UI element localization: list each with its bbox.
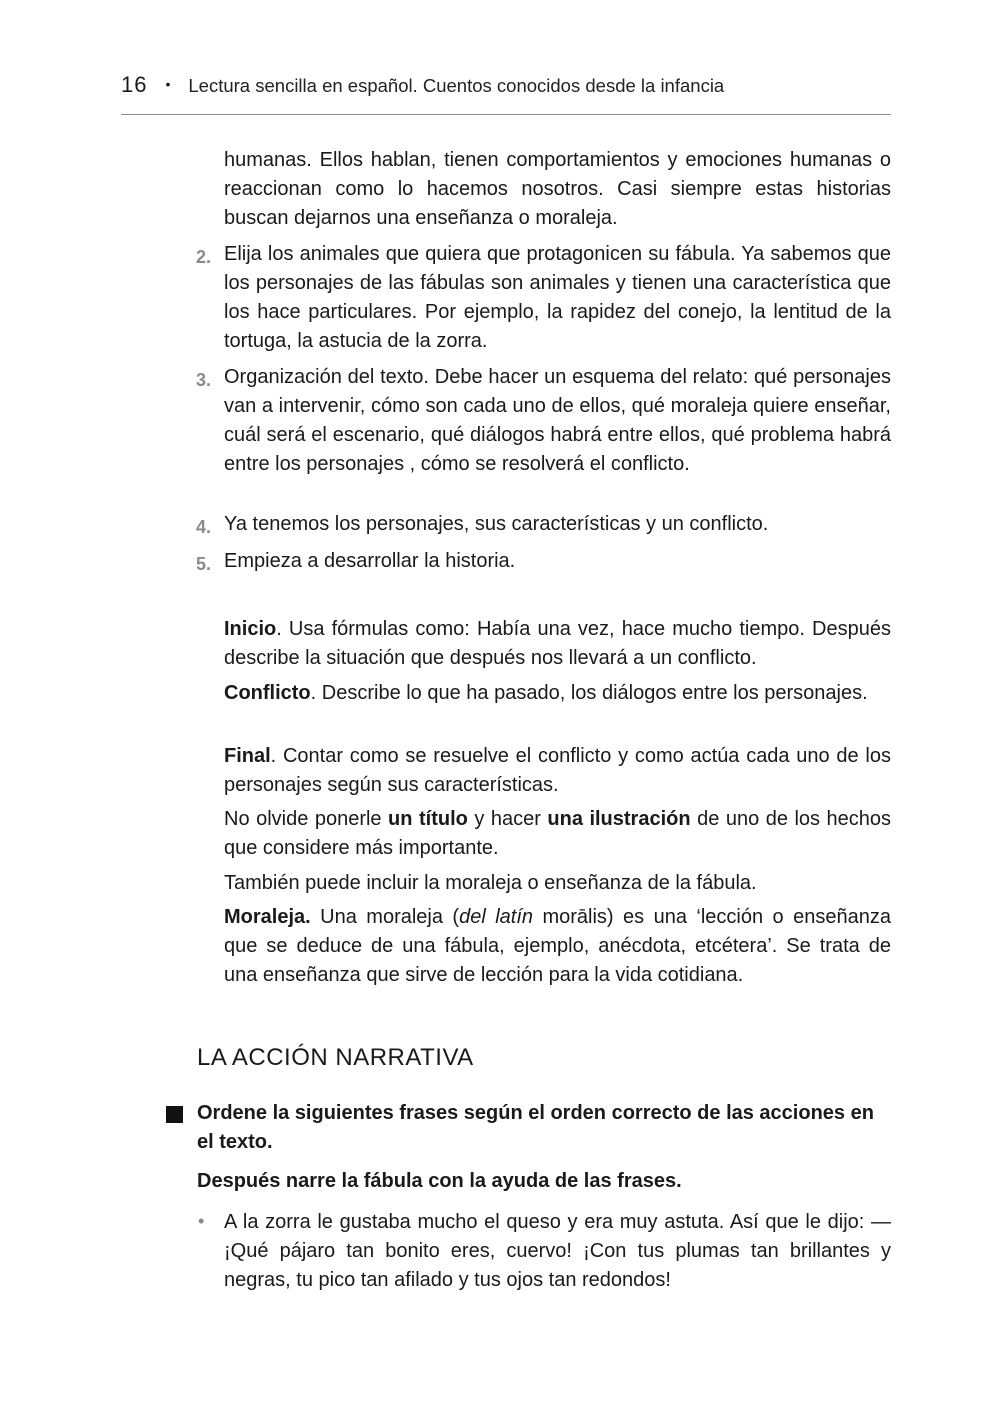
note-text: y hacer [467, 808, 548, 830]
moraleja-label: Moraleja. [224, 906, 311, 928]
note-bold-illustration: una ilustración [547, 808, 691, 830]
step-4-text: Ya tenemos los personajes, sus características y un conflicto. [224, 513, 769, 535]
intro-continuation: humanas. Ellos hablan, tienen comportamientos y emociones humanas o reaccionan como lo hacemos nosotros. Casi siempre estas historias buscan dejarnos una enseñanza o moraleja. [224, 149, 891, 229]
conflicto-label: Conflicto [224, 682, 311, 704]
inicio-text: . Usa fórmulas como: Había una vez, hace mucho tiempo. Después describe la situación que después nos llevará a un conflicto. [224, 618, 891, 669]
step-number-2: 2. [196, 247, 212, 267]
moraleja-text: morālis) es una ‘lección o enseñanza que se deduce de una fábula, ejemplo, anécdota, etcétera’. Se trata de una enseñanza que sirve de lección para la vida cotidiana. [224, 906, 891, 986]
running-head [121, 72, 891, 115]
step-number-3: 3. [196, 370, 212, 390]
exercise-subinstruction: Después narre la fábula con la ayuda de las frases. [197, 1170, 682, 1192]
note-text: de uno de los hechos que considere más importante. [224, 808, 892, 859]
conflicto-text: . Describe lo que ha pasado, los diálogos entre los personajes. [310, 682, 868, 704]
note-bold-title: un título [388, 808, 468, 830]
header-separator: • [165, 76, 171, 92]
final-label: Final [224, 745, 271, 767]
moraleja-italic: del latín [459, 906, 534, 928]
part-inicio [224, 615, 891, 673]
step-5-text: Empieza a desarrollar la historia. [224, 550, 516, 572]
section-title: LA ACCIÓN NARRATIVA [197, 1044, 474, 1071]
step-number-5: 5. [196, 554, 212, 574]
part-conflicto [224, 679, 891, 708]
moral-note: También puede incluir la moraleja o enseñanza de la fábula. [224, 872, 757, 894]
step-3-text: Organización del texto. Debe hacer un esquema del relato: qué personajes van a intervenir, cómo son cada uno de ellos, qué moraleja quiere enseñar, cuál será el escenario, qué diálogos habrá entre ellos, qué problema habrá entre los personajes , cómo se resolverá el conflicto. [224, 366, 891, 475]
part-moraleja [224, 903, 891, 990]
step-2-text: Elija los animales que quiera que protagonicen su fábula. Ya sabemos que los personajes de las fábulas son animales y tienen una característica que los hace particulares. Por ejemplo, la rapidez del conejo, la lentitud de la tortuga, la astucia de la zorra. [224, 243, 891, 352]
page-number: 16 [121, 72, 148, 97]
moraleja-text: Una moraleja ( [310, 906, 460, 928]
exercise-square-icon [166, 1106, 183, 1123]
bullet-dot-icon: • [198, 1211, 205, 1231]
part-final [224, 742, 891, 800]
list-item: A la zorra le gustaba mucho el queso y era muy astuta. Así que le dijo: — ¡Qué pájaro tan bonito eres, cuervo! ¡Con tus plumas tan brillantes y negras, tu pico tan afilado y tus ojos tan redondos! [224, 1211, 891, 1291]
inicio-label: Inicio [224, 618, 277, 640]
final-text: . Contar como se resuelve el conflicto y como actúa cada uno de los personajes según sus características. [224, 745, 891, 796]
note-text: No olvide ponerle [224, 808, 389, 830]
title-illustration-note [224, 805, 891, 863]
running-head-title: Lectura sencilla en español. Cuentos conocidos desde la infancia [188, 75, 725, 96]
step-number-4: 4. [196, 517, 212, 537]
exercise-instruction: Ordene la siguientes frases según el orden correcto de las acciones en el texto. [197, 1102, 874, 1153]
